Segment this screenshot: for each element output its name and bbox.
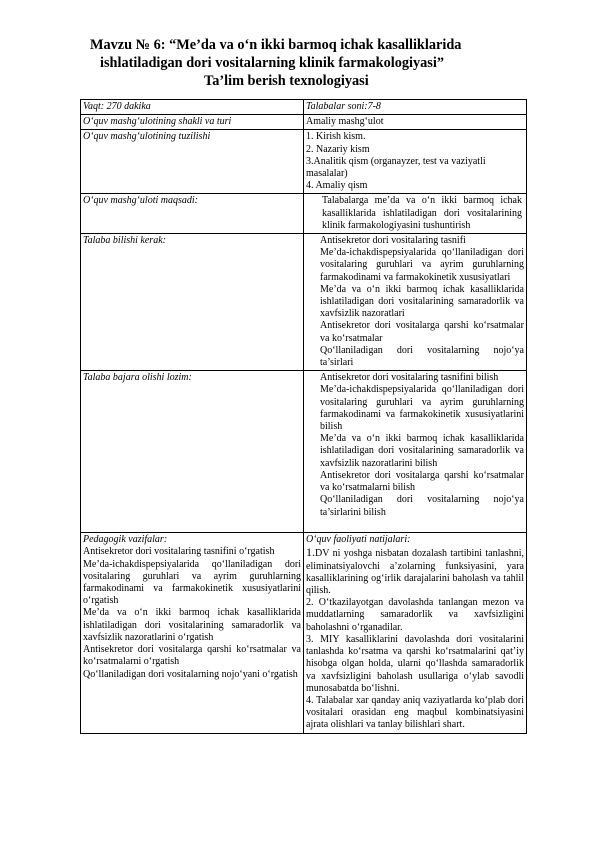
title-line-2: ishlatiladigan dori vositalarning klinik farmakologiyasi”	[100, 55, 444, 71]
student-should-do-list	[304, 371, 527, 533]
lesson-goal-cell	[304, 194, 527, 234]
list-item: 2. Nazariy kism	[306, 143, 370, 155]
student-should-do-label: Talaba bajara olishi lozim:	[81, 371, 304, 533]
lesson-structure-list	[304, 130, 527, 194]
table-row	[81, 533, 527, 733]
list-item-number: 1.	[306, 545, 315, 560]
table-row	[81, 100, 527, 115]
list-item	[306, 546, 524, 597]
pedagogical-tasks-cell	[81, 533, 304, 733]
time-cell: Vaqt: 270 dakika	[81, 100, 304, 115]
list-item: Qo‘llaniladigan dori vositalarning nojo‘yani o‘rgatish	[83, 668, 298, 680]
lesson-form-label: O‘quv mashg‘ulotining shakli va turi	[81, 115, 304, 130]
list-item: Antisekretor dori vositalaring tasnifi	[320, 235, 466, 247]
lesson-plan-table	[80, 99, 527, 734]
list-item: Antisekretor dori vositalaring tasnifini bilish	[320, 372, 499, 384]
page-title	[70, 36, 540, 90]
table-row	[81, 234, 527, 371]
list-item: Antisekretor dori vositalaring tasnifini o‘rgatish	[83, 546, 275, 558]
learning-outcomes-header: O‘quv faoliyati natijalari:	[306, 534, 411, 546]
list-item: Me’da-ichakdispepsiyalarida qo‘llaniladigan dori vositalaring guruhlari va ayrim guruhlarning farmakodinami va farmakokinetik xususiyatlarini o‘rgatish	[83, 558, 301, 607]
list-item: 4. Talabalar xar qanday aniq vaziyatlarda ko‘plab dori vositalari orasidan eng maqbul kombinatsiyasini ajrata olishlari va tanlay bilishlari shart.	[306, 694, 524, 731]
lesson-goal-text: Talabalarga me’da va o‘n ikki barmoq ichak kasalliklarida ishlatiladigan dori vositalarining klinik farmakologiyasini tushuntirish	[322, 195, 522, 231]
list-item: Antisekretor dori vositalarga qarshi ko‘rsatmalar va ko‘rsatmalar	[320, 320, 524, 344]
student-should-know-label: Talaba bilishi kerak:	[81, 234, 304, 371]
list-item-text: DV ni yoshga nisbatan dozalash tartibini tanlashni, eliminatsiyalovchi a’zolarning funksiyasini, yara kasalliklarining og‘irlik darajalarini baholash va tahlil qilish.	[306, 548, 524, 597]
list-item: 3.Analitik qism (organayzer, test va vaziyatli masalalar)	[306, 155, 486, 180]
list-item: Me’da va o‘n ikki barmoq ichak kasalliklarida ishlatiladigan dori vositalarining samaradorlik va xavfsizlik nazoratlari	[320, 283, 524, 320]
table-row	[81, 194, 527, 234]
table-row	[81, 371, 527, 533]
lesson-structure-label: O‘quv mashg‘ulotining tuzilishi	[81, 130, 304, 194]
list-item: Antisekretor dori vositalarga qarshi ko‘rsatmalar va ko‘rsatmalarni o‘rgatish	[83, 644, 301, 668]
list-item: Me’da va o‘n ikki barmoq ichak kasalliklarida ishlatiladigan dori vositalarining samaradorlik va xavfsizlik nazoratlarini bilish	[320, 433, 524, 469]
list-item: 2. O‘tkazilayotgan davolashda tanlangan mezon va muddatlarning samaradorlik va xavfsizligini baholashni o‘rganadilar.	[306, 597, 524, 633]
list-item: Antisekretor dori vositalarga qarshi ko‘rsatmalar va ko‘rsatmalarni bilish	[320, 469, 524, 494]
learning-outcomes-cell	[304, 533, 527, 733]
list-item: Me’da-ichakdispepsiyalarida qo‘llaniladigan dori vositalaring guruhlari va ayrim guruhlarning farmakodinami va farmakokinetik xususiyatlari	[320, 247, 524, 283]
list-item: 1. Kirish kism.	[306, 131, 366, 143]
pedagogical-tasks-header: Pedagogik vazifalar:	[83, 534, 168, 546]
list-item: Me’da-ichakdispepsiyalarida qo‘llaniladigan dori vositalaring guruhlari va ayrim guruhlarning farmakodinami va farmakokinetik xususiyatlarini bilish	[320, 384, 524, 433]
title-line-1: Mavzu № 6: “Me’da va o‘n ikki barmoq ichak kasalliklarida	[90, 37, 462, 53]
list-item: 3. MIY kasalliklarini davolashda dori vositalarini tanlashda ko‘rsatma va qarshi ko‘rsatmalarini qat’iy hisobga olgan holda, ularni qo‘llashda samaradorlik va xavfsizligini baholash usullariga o‘ylab savodli munosabatda bo‘lishni.	[306, 633, 524, 694]
students-count-cell: Talabalar soni:7-8	[304, 100, 527, 115]
list-item: Me’da va o‘n ikki barmoq ichak kasalliklarida ishlatiladigan dori vositalarining samaradorlik va xavfsizlik nazoratlarini o‘rgatish	[83, 607, 301, 643]
table-row	[81, 130, 527, 194]
lesson-form-value: Amaliy mashg‘ulot	[304, 115, 527, 130]
title-line-3: Ta’lim berish texnologiyasi	[204, 73, 369, 89]
list-item: 4. Amaliy qism	[306, 180, 368, 192]
list-item: Qo‘llaniladigan dori vositalarning nojo‘ya ta’sirlari	[320, 344, 524, 369]
list-item: Qo‘llaniladigan dori vositalarning nojo‘ya ta’sirlarini bilish	[320, 494, 524, 518]
student-should-know-list	[304, 234, 527, 371]
lesson-goal-label: O‘quv mashg‘uloti maqsadi:	[81, 194, 304, 234]
table-row	[81, 115, 527, 130]
